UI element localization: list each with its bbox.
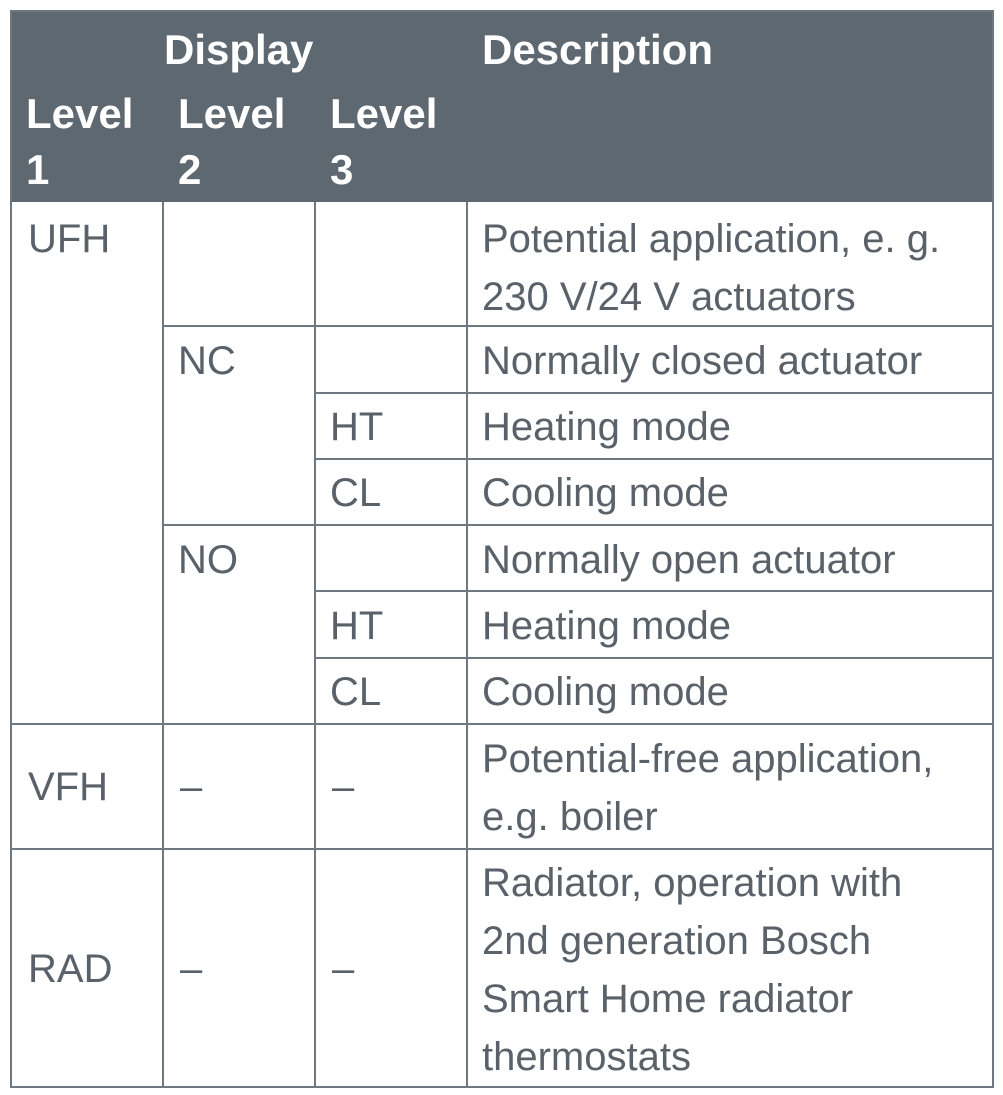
cell-vfh-level2: – <box>180 765 203 809</box>
cell-nc-level2: NC <box>178 339 236 383</box>
header-level2-line1: Level <box>178 90 286 137</box>
grid-hline-nc-cl-bottom <box>162 524 992 526</box>
grid-hline-nc-ht-bottom <box>314 458 992 460</box>
cell-no-ht-description: Heating mode <box>482 604 732 648</box>
header-level1-line1: Level <box>26 90 134 137</box>
grid-vline-2 <box>314 202 316 1086</box>
settings-table <box>10 10 994 1088</box>
cell-vfh-level1: VFH <box>28 765 108 809</box>
cell-rad-description-line2: 2nd generation Bosch <box>482 919 872 963</box>
header-level3-line1: Level <box>330 90 438 137</box>
cell-vfh-level3: – <box>332 765 355 809</box>
header-display: Display <box>164 26 314 73</box>
cell-no-level2: NO <box>178 538 238 582</box>
header-level2-line2: 2 <box>178 146 202 193</box>
header-level3-line2: 3 <box>330 146 354 193</box>
header-level1-line2: 1 <box>26 146 50 193</box>
cell-rad-level3: – <box>332 947 355 991</box>
cell-nc-cl-description: Cooling mode <box>482 471 729 515</box>
cell-vfh-description-line1: Potential-free application, <box>482 737 934 781</box>
cell-nc-description: Normally closed actuator <box>482 339 923 383</box>
grid-vline-3 <box>466 202 468 1086</box>
table-header <box>12 12 992 202</box>
cell-rad-description-line3: Smart Home radiator <box>482 977 854 1021</box>
cell-ufh-description-line2: 230 V/24 V actuators <box>482 275 856 319</box>
grid-hline-no-bottom <box>314 590 992 592</box>
cell-nc-ht-description: Heating mode <box>482 405 732 449</box>
cell-ufh-description-line1: Potential application, e. g. <box>482 217 941 261</box>
cell-no-description: Normally open actuator <box>482 538 896 582</box>
grid-hline-ufh-group-bottom <box>12 723 992 725</box>
cell-rad-level1: RAD <box>28 947 113 991</box>
header-description: Description <box>482 26 714 73</box>
cell-nc-ht-level3: HT <box>330 405 384 449</box>
cell-ufh-level1: UFH <box>28 217 111 261</box>
cell-vfh-description-line2: e.g. boiler <box>482 795 658 839</box>
cell-nc-cl-level3: CL <box>330 471 382 515</box>
cell-rad-description-line1: Radiator, operation with <box>482 861 903 905</box>
cell-no-cl-description: Cooling mode <box>482 670 729 714</box>
grid-hline-nc-bottom <box>314 392 992 394</box>
grid-vline-1 <box>162 202 164 1086</box>
cell-rad-level2: – <box>180 947 203 991</box>
grid-hline-vfh-bottom <box>12 848 992 850</box>
cell-rad-description-line4: thermostats <box>482 1035 691 1079</box>
grid-hline-no-ht-bottom <box>314 657 992 659</box>
cell-no-ht-level3: HT <box>330 604 384 648</box>
cell-no-cl-level3: CL <box>330 670 382 714</box>
